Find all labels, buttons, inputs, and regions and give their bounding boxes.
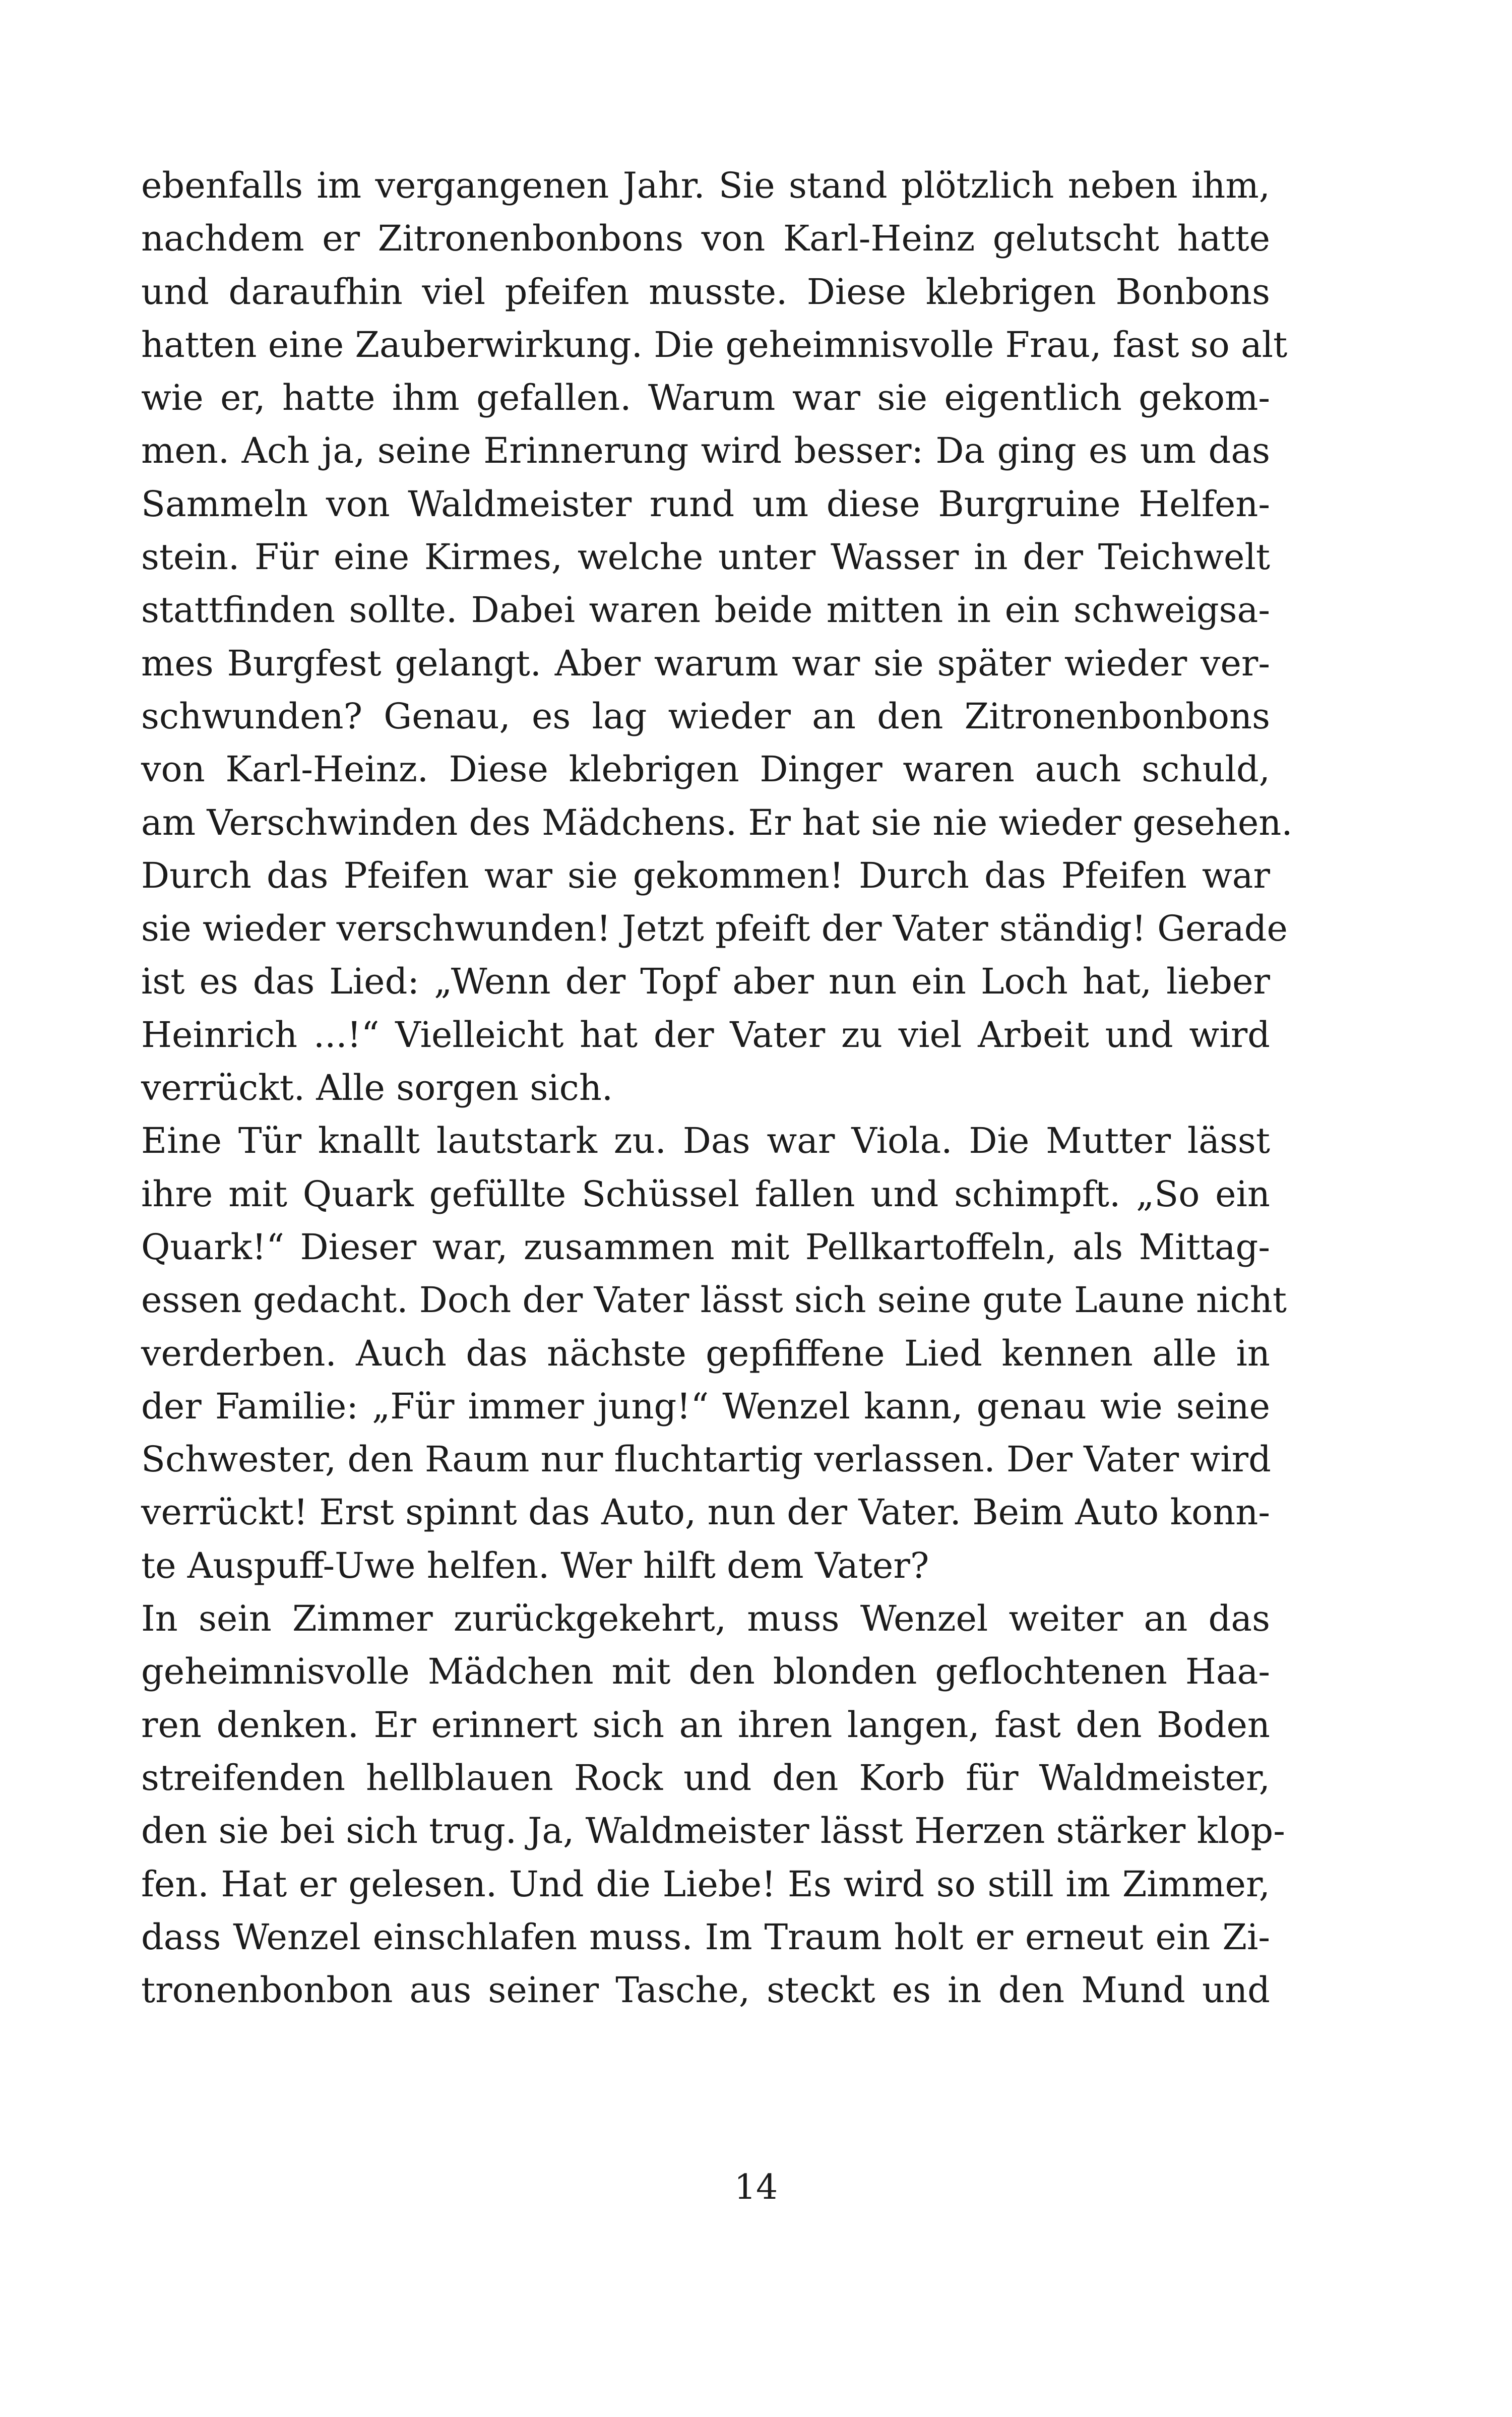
text-line: stattfinden sollte. Dabei waren beide mitten in ein schweigsa- bbox=[141, 589, 1270, 631]
text-line: von Karl-Heinz. Diese klebrigen Dinger waren auch schuld, bbox=[141, 749, 1270, 790]
text-line: hatten eine Zauberwirkung. Die geheimnisvolle Frau, fast so alt bbox=[141, 324, 1288, 365]
page-number: 14 bbox=[734, 2167, 778, 2207]
text-line: nachdem er Zitronenbonbons von Karl-Heinz gelutscht hatte bbox=[141, 218, 1270, 260]
text-line: verrückt! Erst spinnt das Auto, nun der Vater. Beim Auto konn- bbox=[141, 1492, 1270, 1533]
text-line: Sammeln von Waldmeister rund um diese Burgruine Helfen- bbox=[141, 483, 1270, 525]
text-line: stein. Für eine Kirmes, welche unter Wasser in der Teichwelt bbox=[141, 536, 1270, 578]
text-line: streifenden hellblauen Rock und den Korb für Waldmeister, bbox=[141, 1757, 1270, 1799]
text-line: Eine Tür knallt lautstark zu. Das war Viola. Die Mutter lässt bbox=[141, 1120, 1270, 1162]
text-line: Heinrich ...!“ Vielleicht hat der Vater zu viel Arbeit und wird bbox=[141, 1014, 1270, 1056]
text-line: Quark!“ Dieser war, zusammen mit Pellkartoffeln, als Mittag- bbox=[141, 1226, 1270, 1268]
text-line: schwunden? Genau, es lag wieder an den Zitronenbonbons bbox=[141, 695, 1270, 737]
body-text bbox=[141, 159, 1293, 2017]
text-line: tronenbonbon aus seiner Tasche, steckt es in den Mund und bbox=[141, 1969, 1270, 2011]
text-line: men. Ach ja, seine Erinnerung wird besser: Da ging es um das bbox=[141, 430, 1270, 472]
text-line: verderben. Auch das nächste gepfiffene Lied kennen alle in bbox=[141, 1332, 1270, 1374]
text-line: ren denken. Er erinnert sich an ihren langen, fast den Boden bbox=[141, 1704, 1270, 1746]
text-line: dass Wenzel einschlafen muss. Im Traum holt er erneut ein Zi- bbox=[141, 1916, 1270, 1958]
text-line: der Familie: „Für immer jung!“ Wenzel kann, genau wie seine bbox=[141, 1385, 1270, 1427]
text-line: geheimnisvolle Mädchen mit den blonden geflochtenen Haa- bbox=[141, 1651, 1270, 1693]
text-line: ihre mit Quark gefüllte Schüssel fallen und schimpft. „So ein bbox=[141, 1173, 1270, 1215]
text-line: und daraufhin viel pfeifen musste. Diese klebrigen Bonbons bbox=[141, 271, 1270, 313]
text-line: Durch das Pfeifen war sie gekommen! Durch das Pfeifen war bbox=[141, 854, 1270, 896]
text-line: sie wieder verschwunden! Jetzt pfeift der Vater ständig! Gerade bbox=[141, 908, 1288, 950]
text-line: ist es das Lied: „Wenn der Topf aber nun ein Loch hat, lieber bbox=[141, 961, 1270, 1003]
text-line: mes Burgfest gelangt. Aber warum war sie später wieder ver- bbox=[141, 642, 1270, 684]
text-line-paragraph-end: te Auspuff-Uwe helfen. Wer hilft dem Vater? bbox=[141, 1544, 929, 1586]
text-line-paragraph-end: verrückt. Alle sorgen sich. bbox=[141, 1067, 613, 1109]
text-line: In sein Zimmer zurückgekehrt, muss Wenzel weiter an das bbox=[141, 1598, 1270, 1640]
text-line: den sie bei sich trug. Ja, Waldmeister lässt Herzen stärker klop- bbox=[141, 1810, 1285, 1852]
text-line: Schwester, den Raum nur fluchtartig verlassen. Der Vater wird bbox=[141, 1439, 1271, 1480]
text-line: ebenfalls im vergangenen Jahr. Sie stand plötzlich neben ihm, bbox=[141, 165, 1270, 206]
text-line: am Verschwinden des Mädchens. Er hat sie nie wieder gesehen. bbox=[141, 801, 1293, 843]
text-line: essen gedacht. Doch der Vater lässt sich seine gute Laune nicht bbox=[141, 1279, 1287, 1321]
text-line: fen. Hat er gelesen. Und die Liebe! Es wird so still im Zimmer, bbox=[141, 1863, 1270, 1905]
text-line: wie er, hatte ihm gefallen. Warum war sie eigentlich gekom- bbox=[141, 377, 1270, 419]
